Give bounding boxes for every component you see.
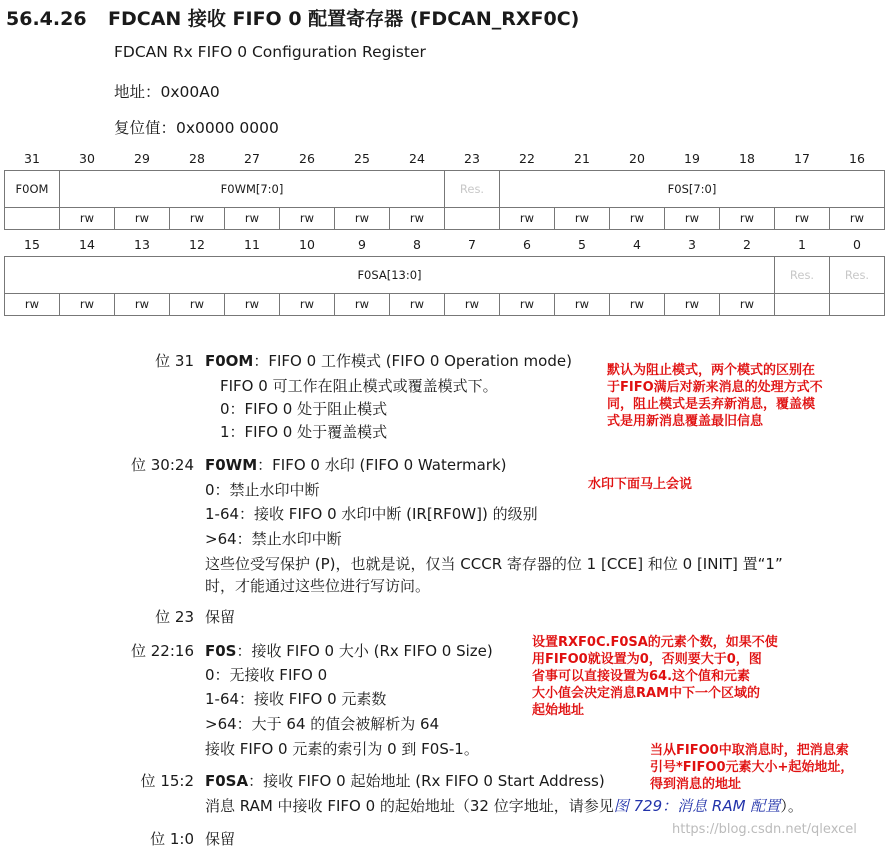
bit-number: 20 [629, 151, 645, 167]
field-reserved-text: 保留 [205, 830, 236, 848]
field-f0sa: F0SA[13:0] [5, 256, 775, 293]
bit-number: 11 [244, 237, 260, 253]
field-desc-f0wm [205, 454, 507, 475]
access-cell: rw [60, 207, 115, 229]
bit-number: 24 [409, 151, 425, 167]
note-line: 当从FIFO0中取消息时，把消息索 [650, 743, 849, 758]
access-cell: rw [720, 293, 775, 315]
access-cell: rw [280, 293, 335, 315]
note-line: 于FIFO满后对新来消息的处理方式不 [607, 380, 823, 395]
field-label-bit23: 位 23 [155, 608, 194, 626]
bit-numbers-high [5, 148, 885, 170]
bit-number: 3 [688, 237, 696, 253]
access-cell: rw [830, 207, 885, 229]
field-line: 1-64：接收 FIFO 0 水印中断 (IR[RF0W]) 的级别 [205, 505, 538, 523]
field-reserved-23: Res. [445, 170, 500, 207]
field-name: F0OM [205, 352, 254, 370]
note-line: 引号*FIFO0元素大小+起始地址， [650, 760, 854, 775]
note-line: 起始地址 [532, 703, 585, 718]
bit-number: 26 [299, 151, 315, 167]
bit-number: 14 [79, 237, 95, 253]
bit-number: 6 [523, 237, 531, 253]
access-cell: rw [390, 293, 445, 315]
bit-number: 9 [358, 237, 366, 253]
annotation-note-size [532, 634, 778, 719]
field-summary: ：FIFO 0 水印 (FIFO 0 Watermark) [257, 456, 507, 474]
annotation-note-watermark [588, 476, 692, 493]
access-cell: rw [280, 207, 335, 229]
field-desc-f0sa [205, 770, 605, 791]
bit-number: 17 [794, 151, 810, 167]
field-f0om: F0OM [5, 170, 60, 207]
note-line: 默认为阻止模式，两个模式的区别在 [607, 363, 816, 378]
annotation-note-mode [607, 362, 823, 430]
field-label-bit30-24: 位 30:24 [131, 456, 194, 474]
access-cell: rw [555, 207, 610, 229]
bit-number: 21 [574, 151, 590, 167]
access-cell: rw [775, 207, 830, 229]
field-line: >64：禁止水印中断 [205, 530, 342, 548]
access-cell: rw [335, 293, 390, 315]
access-cell: rw [115, 293, 170, 315]
field-name: F0S [205, 642, 237, 660]
field-line: FIFO 0 可工作在阻止模式或覆盖模式下。 [220, 377, 498, 395]
access-cell: rw [225, 207, 280, 229]
field-name: F0WM [205, 456, 258, 474]
field-f0wm: F0WM[7:0] [60, 170, 445, 207]
access-cell: rw [555, 293, 610, 315]
access-cell: rw [500, 293, 555, 315]
bit-number: 27 [244, 151, 260, 167]
register-reset-value: 复位值：0x0000 0000 [114, 119, 279, 137]
register-table-high [4, 148, 885, 230]
access-cell: rw [390, 207, 445, 229]
field-line: 1：FIFO 0 处于覆盖模式 [220, 423, 388, 441]
note-line: 水印下面马上会说 [588, 477, 693, 492]
bit-number: 0 [853, 237, 861, 253]
note-line: 大小值会决定消息RAM中下一个区域的 [532, 686, 761, 701]
field-line: 1-64：接收 FIFO 0 元素数 [205, 690, 387, 708]
bit-number: 2 [743, 237, 751, 253]
field-name: F0SA [205, 772, 249, 790]
access-cell [445, 207, 500, 229]
field-reserved-1: Res. [775, 256, 830, 293]
bit-number: 15 [24, 237, 40, 253]
register-table-low [4, 234, 885, 316]
bit-number: 4 [633, 237, 641, 253]
section-number: 56.4.26 [6, 8, 87, 30]
access-cell [775, 293, 830, 315]
access-cell: rw [170, 207, 225, 229]
bit-number: 29 [134, 151, 150, 167]
field-summary: ：接收 FIFO 0 起始地址 (Rx FIFO 0 Start Address) [248, 772, 605, 790]
note-line: 用FIFO0就设置为0，否则要大于0，图 [532, 652, 762, 667]
field-label-bit15-2: 位 15:2 [140, 772, 194, 790]
bit-number: 7 [468, 237, 476, 253]
bit-number: 1 [798, 237, 806, 253]
field-reserved-0: Res. [830, 256, 885, 293]
note-line: 省事可以直接设置为64.这个值和元素 [532, 669, 751, 684]
bit-number: 10 [299, 237, 315, 253]
access-cell: rw [665, 207, 720, 229]
field-line: 0：FIFO 0 处于阻止模式 [220, 400, 388, 418]
access-cell: rw [115, 207, 170, 229]
field-desc-f0om [205, 350, 572, 371]
text: 消息 RAM 中接收 FIFO 0 的起始地址（32 位字地址，请参见 [205, 797, 614, 815]
access-cell: rw [720, 207, 775, 229]
bit-number: 5 [578, 237, 586, 253]
access-cell: rw [610, 293, 665, 315]
figure-link[interactable]: 图 729：消息 RAM 配置 [613, 797, 781, 815]
access-row-high [5, 207, 885, 229]
field-label-bit1-0: 位 1:0 [150, 830, 194, 848]
watermark-url: https://blog.csdn.net/qlexcel [672, 822, 857, 837]
field-row-high [5, 170, 885, 207]
bit-number: 31 [24, 151, 40, 167]
access-cell: rw [5, 293, 60, 315]
field-line: 这些位受写保护 (P)，也就是说，仅当 CCCR 寄存器的位 1 [CCE] 和位 0 [INIT] 置“1” [205, 555, 783, 573]
bit-number: 30 [79, 151, 95, 167]
bit-number: 22 [519, 151, 535, 167]
bit-number: 12 [189, 237, 205, 253]
note-line: 得到消息的地址 [650, 777, 742, 792]
access-row-low [5, 293, 885, 315]
field-desc-f0s [205, 640, 493, 661]
field-line: 0：禁止水印中断 [205, 481, 320, 499]
access-cell: rw [335, 207, 390, 229]
register-address: 地址：0x00A0 [114, 83, 220, 101]
bit-number: 18 [739, 151, 755, 167]
field-f0s: F0S[7:0] [500, 170, 885, 207]
access-cell: rw [170, 293, 225, 315]
field-line: 接收 FIFO 0 元素的索引为 0 到 F0S-1。 [205, 740, 479, 758]
access-cell: rw [610, 207, 665, 229]
field-line-f0sa [205, 795, 803, 816]
section-title [6, 4, 579, 31]
access-cell [5, 207, 60, 229]
bit-number: 23 [464, 151, 480, 167]
field-label-bit22-16: 位 22:16 [131, 642, 194, 660]
field-line: 0：无接收 FIFO 0 [205, 666, 328, 684]
field-line: 时，才能通过这些位进行写访问。 [205, 577, 431, 595]
bit-number: 28 [189, 151, 205, 167]
field-row-low [5, 256, 885, 293]
text: ）。 [780, 797, 803, 815]
bit-numbers-low [5, 234, 885, 256]
bit-number: 8 [413, 237, 421, 253]
access-cell [830, 293, 885, 315]
access-cell: rw [225, 293, 280, 315]
field-label-bit31: 位 31 [155, 352, 194, 370]
bit-number: 13 [134, 237, 150, 253]
bit-number: 19 [684, 151, 700, 167]
field-summary: ：FIFO 0 工作模式 (FIFO 0 Operation mode) [253, 352, 572, 370]
annotation-note-address [650, 742, 853, 793]
note-line: 同，阻止模式是丢弃新消息，覆盖模 [607, 397, 816, 412]
field-summary: ：接收 FIFO 0 大小 (Rx FIFO 0 Size) [236, 642, 493, 660]
field-reserved-text: 保留 [205, 608, 236, 626]
bit-number: 16 [849, 151, 865, 167]
field-line: >64：大于 64 的值会被解析为 64 [205, 715, 440, 733]
note-line: 式是用新消息覆盖最旧信息 [607, 414, 764, 429]
access-cell: rw [60, 293, 115, 315]
access-cell: rw [445, 293, 500, 315]
register-subtitle: FDCAN Rx FIFO 0 Configuration Register [114, 43, 426, 61]
register-title: FDCAN 接收 FIFO 0 配置寄存器 (FDCAN_RXF0C) [108, 8, 580, 30]
access-cell: rw [665, 293, 720, 315]
access-cell: rw [500, 207, 555, 229]
note-line: 设置RXF0C.F0SA的元素个数，如果不使 [532, 635, 778, 650]
bit-number: 25 [354, 151, 370, 167]
